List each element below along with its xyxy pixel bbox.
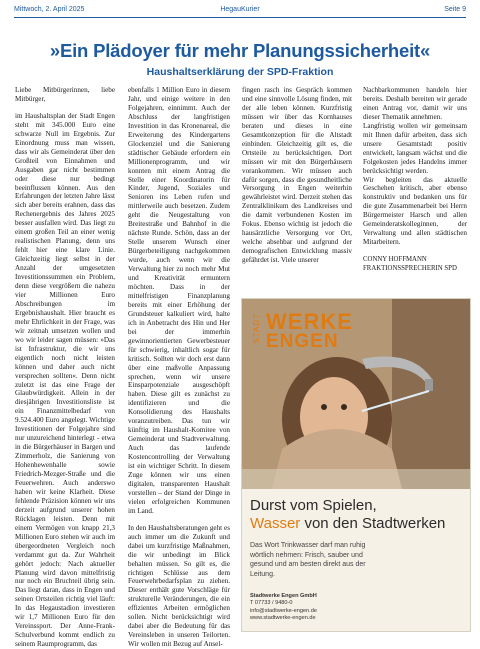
header-divider [14, 17, 466, 18]
paragraph: Wir begleiten das aktuelle Geschehen kritisch, aber ebenso konstruktiv und bedanken uns für die gute Zusammenarbeit bei Herrn Bürgermeister Harsch und allen Gemeinderatskolleginnen, der Verwaltung und allen städtischen Mitarbeitern. [363, 175, 467, 247]
article-headline: »Ein Plädoyer für mehr Planungssicherheit« [49, 40, 431, 61]
child-drinking-photo [242, 299, 470, 489]
contact-company: Stadtwerke Engen GmbH [250, 593, 317, 599]
signature [363, 255, 467, 273]
paragraph: Langfristig wollen wir gemeinsam mit Ihnen dafür arbeiten, dass sich unsere Gesamtstadt positiv entwickelt, langsam wächst und die Folgekosten jedes Handelns immer berücksichtigt werden. [363, 121, 467, 175]
ad-contact-block [250, 593, 317, 623]
article-column-4 [363, 86, 467, 273]
logo-line-2: ENGEN [266, 331, 339, 352]
paragraph: fingen rasch ins Gespräch kommen und eine sinnvolle Lösung finden, mit der alle leben können. Kurzfristig müssen wir über das Kornhauses beraten und dieses in eine Gesamtkonzeption für die Altstadt einbinden. Gleichzeitig gilt es, die Ortsteile zu berücksichtigen. Dort müssen wir mit den Bürgerhäusern vorankommen. Wir müssen auch dafür sorgen, dass die gesundheitliche Versorgung in Engen weiterhin gewährleistet wird. Derzeit stehen das Zentralklinikum des Landkreises und die damit verbundenen Kosten im Fokus. Ebenso wichtig ist jedoch die hausärztliche Versorgung vor Ort, welche absehbar und aufgrund der demografischen Entwicklung massiv gefährdet ist. Viele unserer [242, 86, 352, 265]
page-number: Seite 9 [444, 6, 466, 13]
page-header [14, 4, 466, 16]
logo-small-text: STADT [252, 313, 261, 344]
contact-website: www.stadtwerke-engen.de [250, 615, 316, 622]
ad-headline-1: Durst vom Spielen, [250, 497, 377, 514]
ad-headline-highlight: Wasser [250, 515, 301, 532]
paragraph: In den Haushaltsberatungen geht es auch immer um die Zukunft und dabei um kurzfristige Maßnahmen, die wir unbedingt im Blick behalten müssen. So gilt es, die richtigen Schlüsse aus dem Feuerwehrbedarfsplan zu ziehen. Dieser enthält gute Vorschläge für strukturelle Veränderungen, die ein effizientes Arbeiten ermöglichen sollen. Nicht berücksichtigt wird dabei aber die Bedeutung für das Vereinsleben in unseren Teilorten. Wir wollen mit Bezug auf Ansel- [128, 523, 230, 649]
article-column-1 [15, 86, 115, 649]
paragraph: Nachbarkommunen handeln hier bereits. Deshalb bereiten wir gerade einen Antrag vor, damit wir uns dieser Thematik annehmen. [363, 86, 467, 121]
ad-body-text: Das Wort Trinkwasser darf man ruhig wörtlich nehmen: Frisch, sauber und gesund und am besten direkt aus der Leitung. [250, 542, 366, 578]
newspaper-name: HegauKurier [220, 6, 260, 13]
article-column-2 [128, 86, 230, 649]
ad-headline-2 [250, 515, 462, 533]
signature-role: FRAKTIONSSPRECHERIN SPD [363, 265, 457, 273]
logo-line-1: WERKE [266, 309, 353, 334]
paragraph: im Haushaltsplan der Stadt Engen steht mit 345.000 Euro eine schwarze Null im Ergebnis. Zur Einordnung muss man wissen, dass wir als Gemeinderat über den Großteil von Einnahmen und Ausgaben gar nicht bestimmen oder diese nur bedingt beeinflussen können. Aus den Erfahrungen der letzten Jahre lässt sich aber bereits erahnen, dass das Rechenergebnis des Jahres 2025 besser ausfallen wird. Das liegt zu einem großen Teil an einer wenig realistischen Planung, denn uns fehlt hier eine klare Linie. Gleichzeitig liegt selbst in der Anzahl der umgesetzten Investitionssummen ein Problem, denn diese vergrößern die nahezu vier Millionen Euro Abschreibungen im Ergebnishaushalt. Hier braucht es mehr Ehrlichkeit in der Frage, was wir zeitnah umsetzen wollen und wo wir leider sagen müssen: »Das ist Infrastruktur, die wir uns eigentlich noch nicht leisten können und daher auch nicht versprechen sollten«. Denn nicht zuletzt ist das eine Frage der Glaubwürdigkeit. Allein in der diesjährigen Investitionsliste ist ein Finanzmittelbedarf von 9.524.400 Euro angelegt. Wichtige Investitionen der Folgejahre sind nur unzureichend hinterlegt - etwa in die Bürgerhäuser in Bargen und Zimmerholz, die Sanierung von Hohenhewenhalle sowie Friedrich-Mezger-Straße und die Feuerwehren. Auch anderswo haben wir keine Klarheit. Diese fehlende Präzision können wir uns derzeit aufgrund unserer hohen Rücklagen leisten. Denn mit einem Vermögen von knapp 21,3 Millionen Euro stehen wir auch im übergeordneten Vergleich noch verdammt gut da. Zur Wahrheit gehört jedoch: Nach aktueller Planung wird davon mittelfristig nur noch ein Bruchteil übrig sein. Das liegt daran, dass in Engen und seinen Ortsteilen richtig viel läuft: In das Hegaustadion investieren wir 1,7 Millionen Euro für den Vereinssport. Der Anne-Frank-Schulverbund kommt endlich zu seinem Raumprogramm, das [15, 111, 115, 649]
article-subheadline: Haushaltserklärung der SPD-Fraktion [146, 66, 334, 78]
stadtwerke-advertisement [241, 298, 471, 632]
stadtwerke-logo [252, 311, 392, 355]
article-column-3 [242, 86, 352, 265]
issue-date: Mittwoch, 2. April 2025 [14, 6, 85, 13]
contact-phone: T 07733 / 9480-0 [250, 600, 293, 607]
contact-email: info@stadtwerke-engen.de [250, 607, 317, 614]
ad-copy [250, 497, 462, 579]
signature-name: CONNY HOFFMANN [363, 256, 427, 264]
paragraph: ebenfalls 1 Million Euro in diesem Jahr, und einige weitere in den Folgejahren, einnimmt. Auch der Abschluss der langfristigen Investition in das Kronenareal, die Erweiterung des Kindergartens Glockenziel und die Sanierung städtischer Gebäude erfordern ein Millionenprogramm, und wir konnten mit einem Antrag die Stelle einer Koordinatorin für Kinder, Jugend, Soziales und Senioren ins Leben rufen und mittlerweile auch besetzen. Zudem geht die Neugestaltung von Breitestraße und Bahnhof in die nächste Runde. Schön, dass an der Stelle unserem Wunsch einer Bürgerbeteiligung nachgekommen wurde, auch wenn wir die Verwaltung hier zu noch mehr Mut und Kreativität ermuntern möchten. Dass in der mittelfristigen Finanzplanung bereits mit einer Erhöhung der Grundsteuer kalkuliert wird, halte ich in Anbetracht des Hin und Her bei der immerhin gewinnorientierten Gewerbesteuer für schwierig, inhaltlich sogar für kritisch. Sollten wir doch erst dann über eine maßvolle Anpassung sprechen, wenn wir unsere Einsparpotenziale ausgeschöpft haben. Diese gilt es zunächst zu identifizieren und die Konsolidierung des Haushalts voranzutreiben. Das tun wir künftig im Haushalt-Komitee von Gemeinderat und Stadtverwaltung. Auch das laufende Kostencontrolling der Verwaltung ist ein wichtiger Schritt. In diesem Zuge können wir uns einen digitalen, transparenten Haushalt vorstellen – der Stand der Dinge in vielen erfolgreichen Kommunen im Land. [128, 86, 230, 515]
salutation: Liebe Mitbürgerinnen, liebe Mitbürger, [15, 86, 115, 103]
ad-headline-rest: von den Stadtwerken [300, 515, 446, 532]
